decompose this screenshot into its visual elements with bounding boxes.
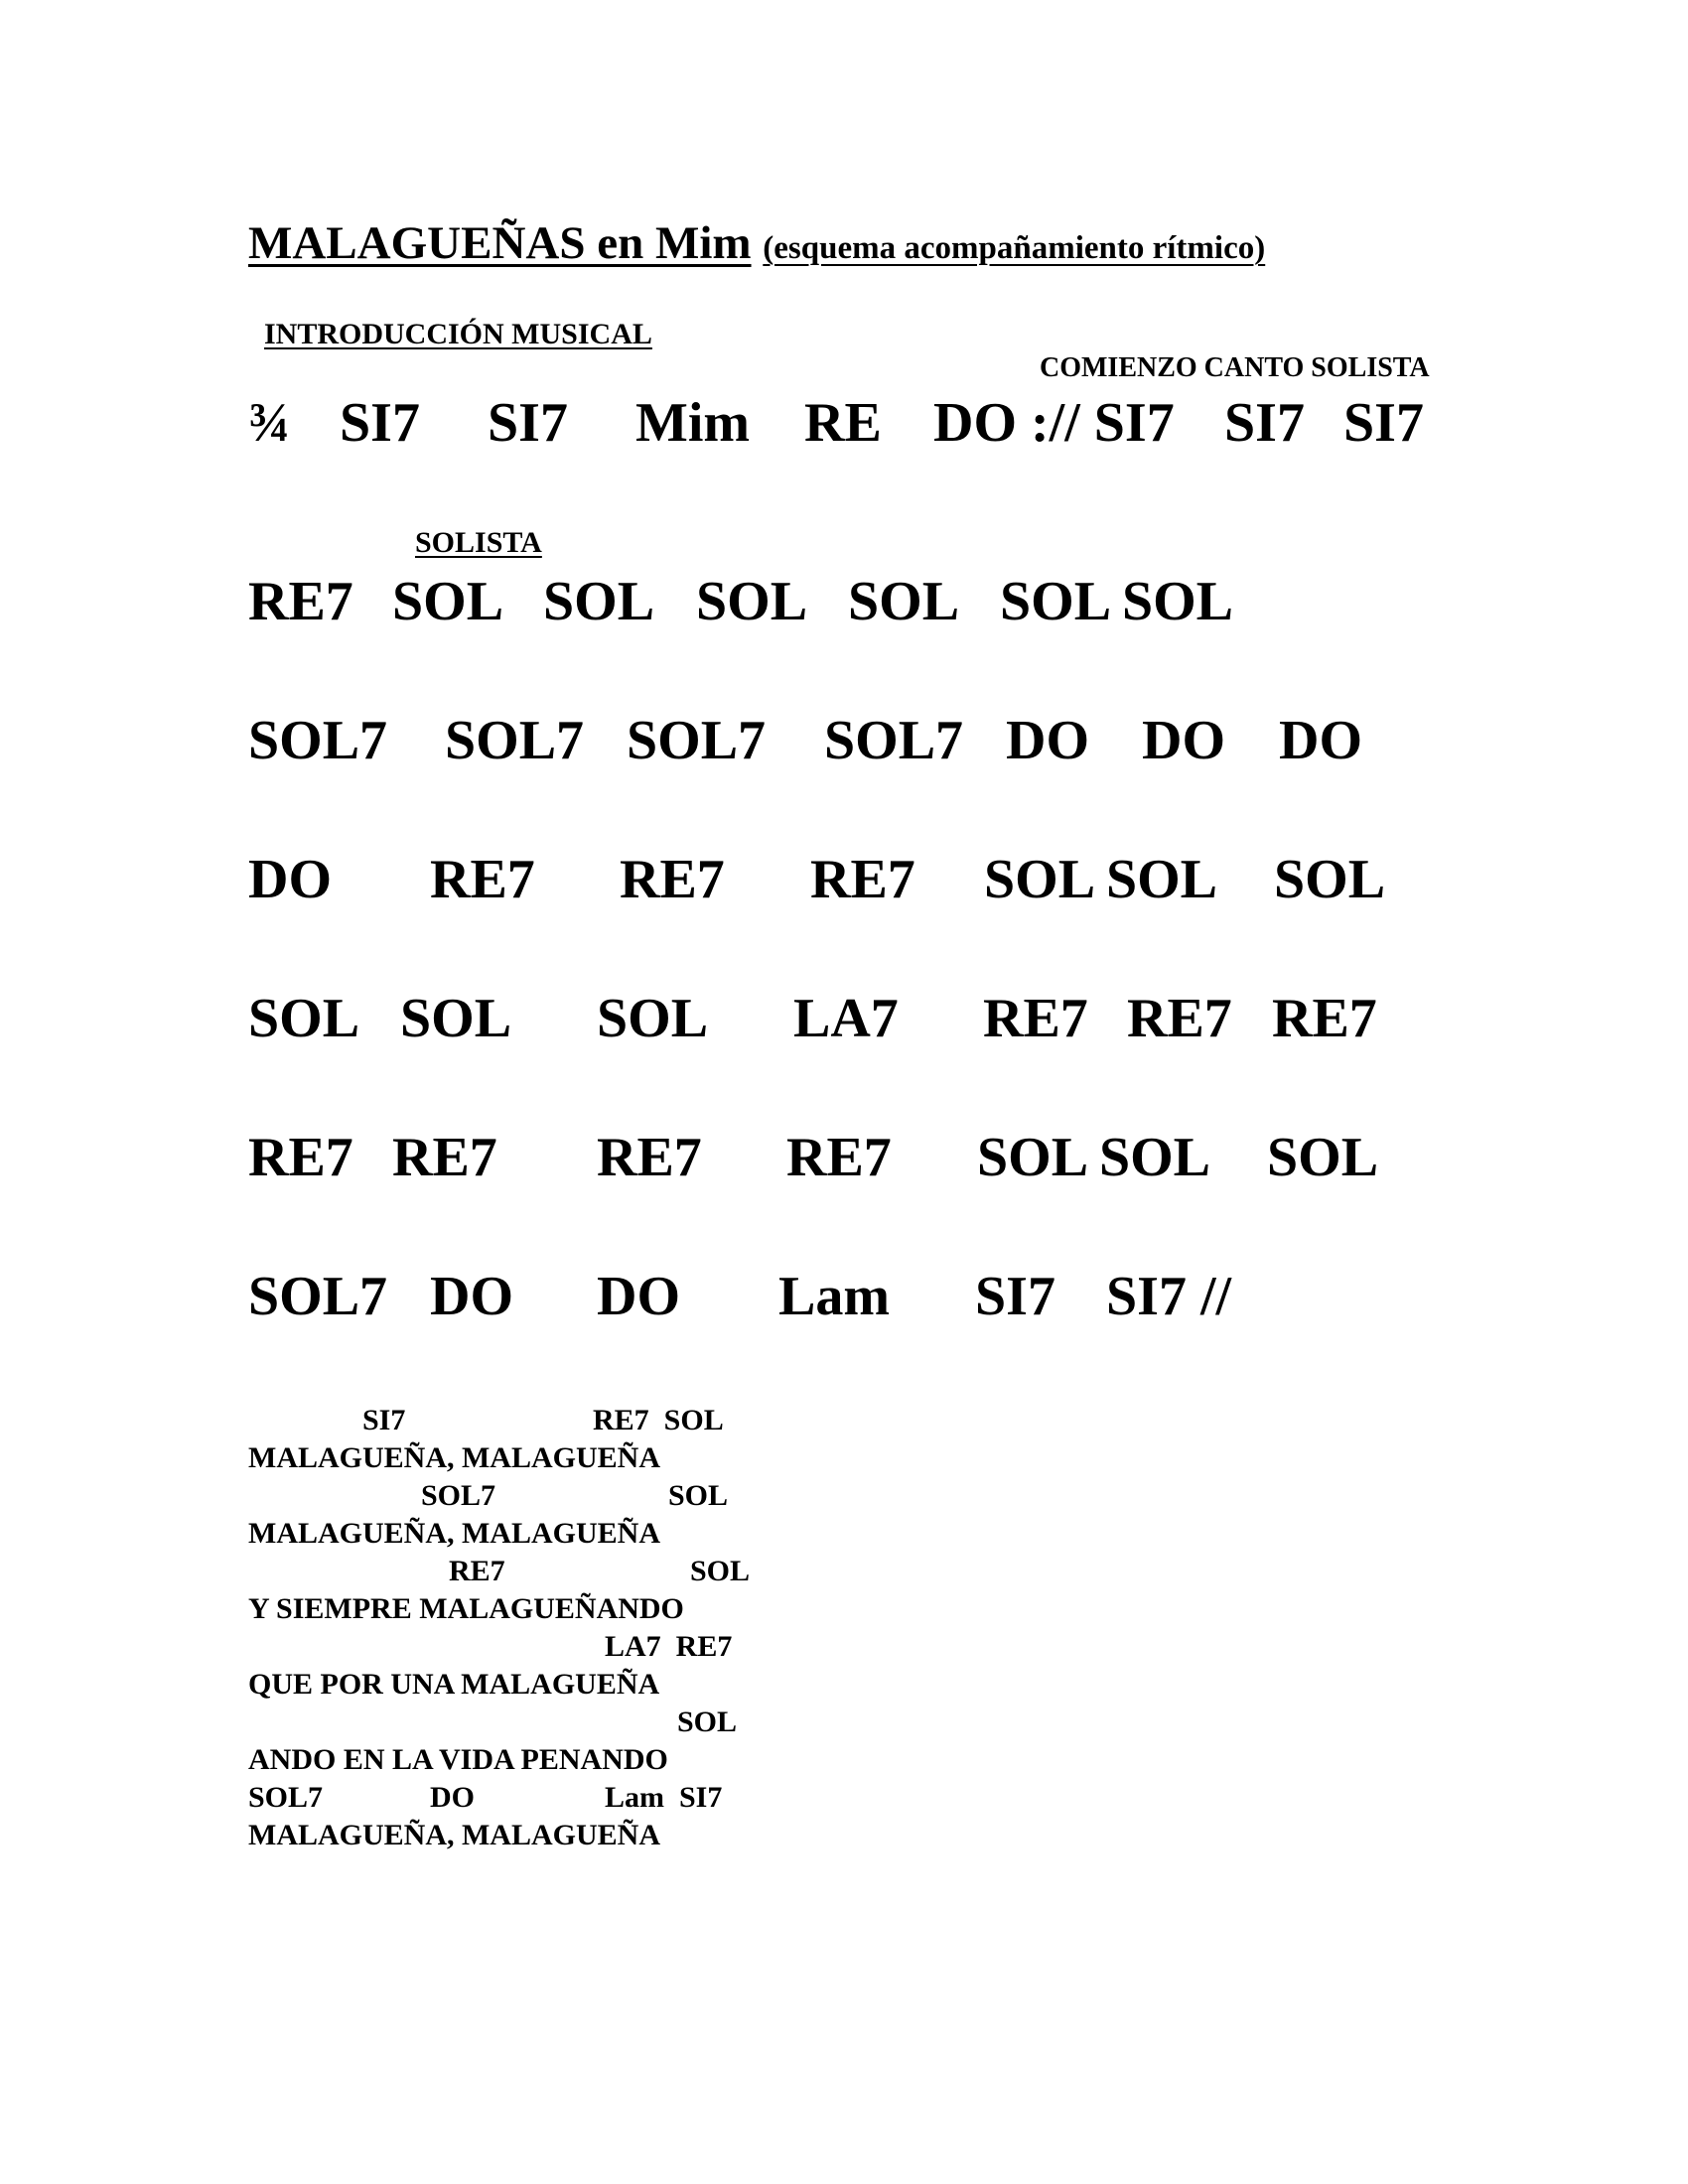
chord: DO <box>1279 710 1362 771</box>
chord: SOL <box>543 571 655 632</box>
chord: RE7 <box>430 849 535 910</box>
title-subtitle: (esquema acompañamiento rítmico) <box>763 230 1266 266</box>
chord: RE7 <box>620 849 725 910</box>
comienzo-label: COMIENZO CANTO SOLISTA <box>1040 352 1430 383</box>
chord: SI7 <box>340 392 420 454</box>
intro-label: INTRODUCCIÓN MUSICAL <box>264 318 652 350</box>
chord: SOL <box>248 988 360 1049</box>
chord: DO <box>248 849 332 910</box>
chord: DO <box>430 1266 513 1327</box>
solista-label: SOLISTA <box>415 526 542 559</box>
chord: RE7 <box>810 849 915 910</box>
lyric-chord: DO <box>430 1781 475 1814</box>
page-title <box>248 217 1266 269</box>
chord: RE7 <box>248 1127 353 1188</box>
chord: RE7 <box>786 1127 892 1188</box>
lyric-line: QUE POR UNA MALAGUEÑA <box>248 1668 660 1701</box>
chord: DO <box>597 1266 680 1327</box>
lyric-chord: RE7 <box>449 1555 505 1587</box>
chord: SI7 <box>1224 392 1305 454</box>
lyric-line: MALAGUEÑA, MALAGUEÑA <box>248 1441 660 1474</box>
chord: SOL7 <box>248 1266 388 1327</box>
chord: RE7 <box>392 1127 497 1188</box>
title-main: MALAGUEÑAS en Mim <box>248 217 752 269</box>
lyric-line: MALAGUEÑA, MALAGUEÑA <box>248 1517 660 1550</box>
lyric-chord: SOL7 <box>248 1781 324 1814</box>
lyric-chord: SOL7 <box>421 1479 496 1512</box>
chord: DO <box>1142 710 1225 771</box>
chord: DO :// SI7 <box>933 392 1175 454</box>
chord: RE7 <box>1272 988 1377 1049</box>
lyric-chord: SOL <box>677 1706 738 1738</box>
chord: SOL <box>696 571 808 632</box>
lyric-chord: SOL <box>668 1479 729 1512</box>
chord: Lam <box>778 1266 890 1327</box>
chord: RE7 <box>597 1127 702 1188</box>
chord: SOL <box>848 571 960 632</box>
chord: SOL <box>1267 1127 1379 1188</box>
chord: SOL <box>392 571 504 632</box>
chord: DO <box>1006 710 1089 771</box>
lyric-chord: LA7 RE7 <box>605 1630 733 1663</box>
lyric-line: MALAGUEÑA, MALAGUEÑA <box>248 1819 660 1851</box>
chord: SI7 <box>488 392 568 454</box>
chord: SOL7 <box>445 710 585 771</box>
lyric-line: Y SIEMPRE MALAGUEÑANDO <box>248 1592 684 1625</box>
chord: SI7 <box>1343 392 1424 454</box>
chord: SI7 <box>975 1266 1055 1327</box>
lyric-chord: SOL <box>690 1555 751 1587</box>
chord: ¾ <box>248 392 290 454</box>
chord: SOL SOL <box>977 1127 1211 1188</box>
chord: SOL SOL <box>984 849 1218 910</box>
chord: SOL7 <box>627 710 767 771</box>
lyric-chord: SI7 <box>362 1404 406 1436</box>
chord: SOL SOL <box>1000 571 1234 632</box>
chord: SOL <box>400 988 512 1049</box>
chord: Mim <box>635 392 751 454</box>
chord: RE7 <box>1127 988 1232 1049</box>
chord: SOL7 <box>824 710 964 771</box>
chord: LA7 <box>793 988 899 1049</box>
chord: RE <box>804 392 882 454</box>
lyric-chord: RE7 SOL <box>593 1404 724 1436</box>
lyric-chord: Lam SI7 <box>605 1781 723 1814</box>
chord: SOL <box>597 988 709 1049</box>
chord: SOL7 <box>248 710 388 771</box>
chord: SI7 // <box>1106 1266 1232 1327</box>
chord: RE7 <box>983 988 1088 1049</box>
lyric-line: ANDO EN LA VIDA PENANDO <box>248 1743 668 1776</box>
chord: RE7 <box>248 571 353 632</box>
chord: SOL <box>1274 849 1386 910</box>
